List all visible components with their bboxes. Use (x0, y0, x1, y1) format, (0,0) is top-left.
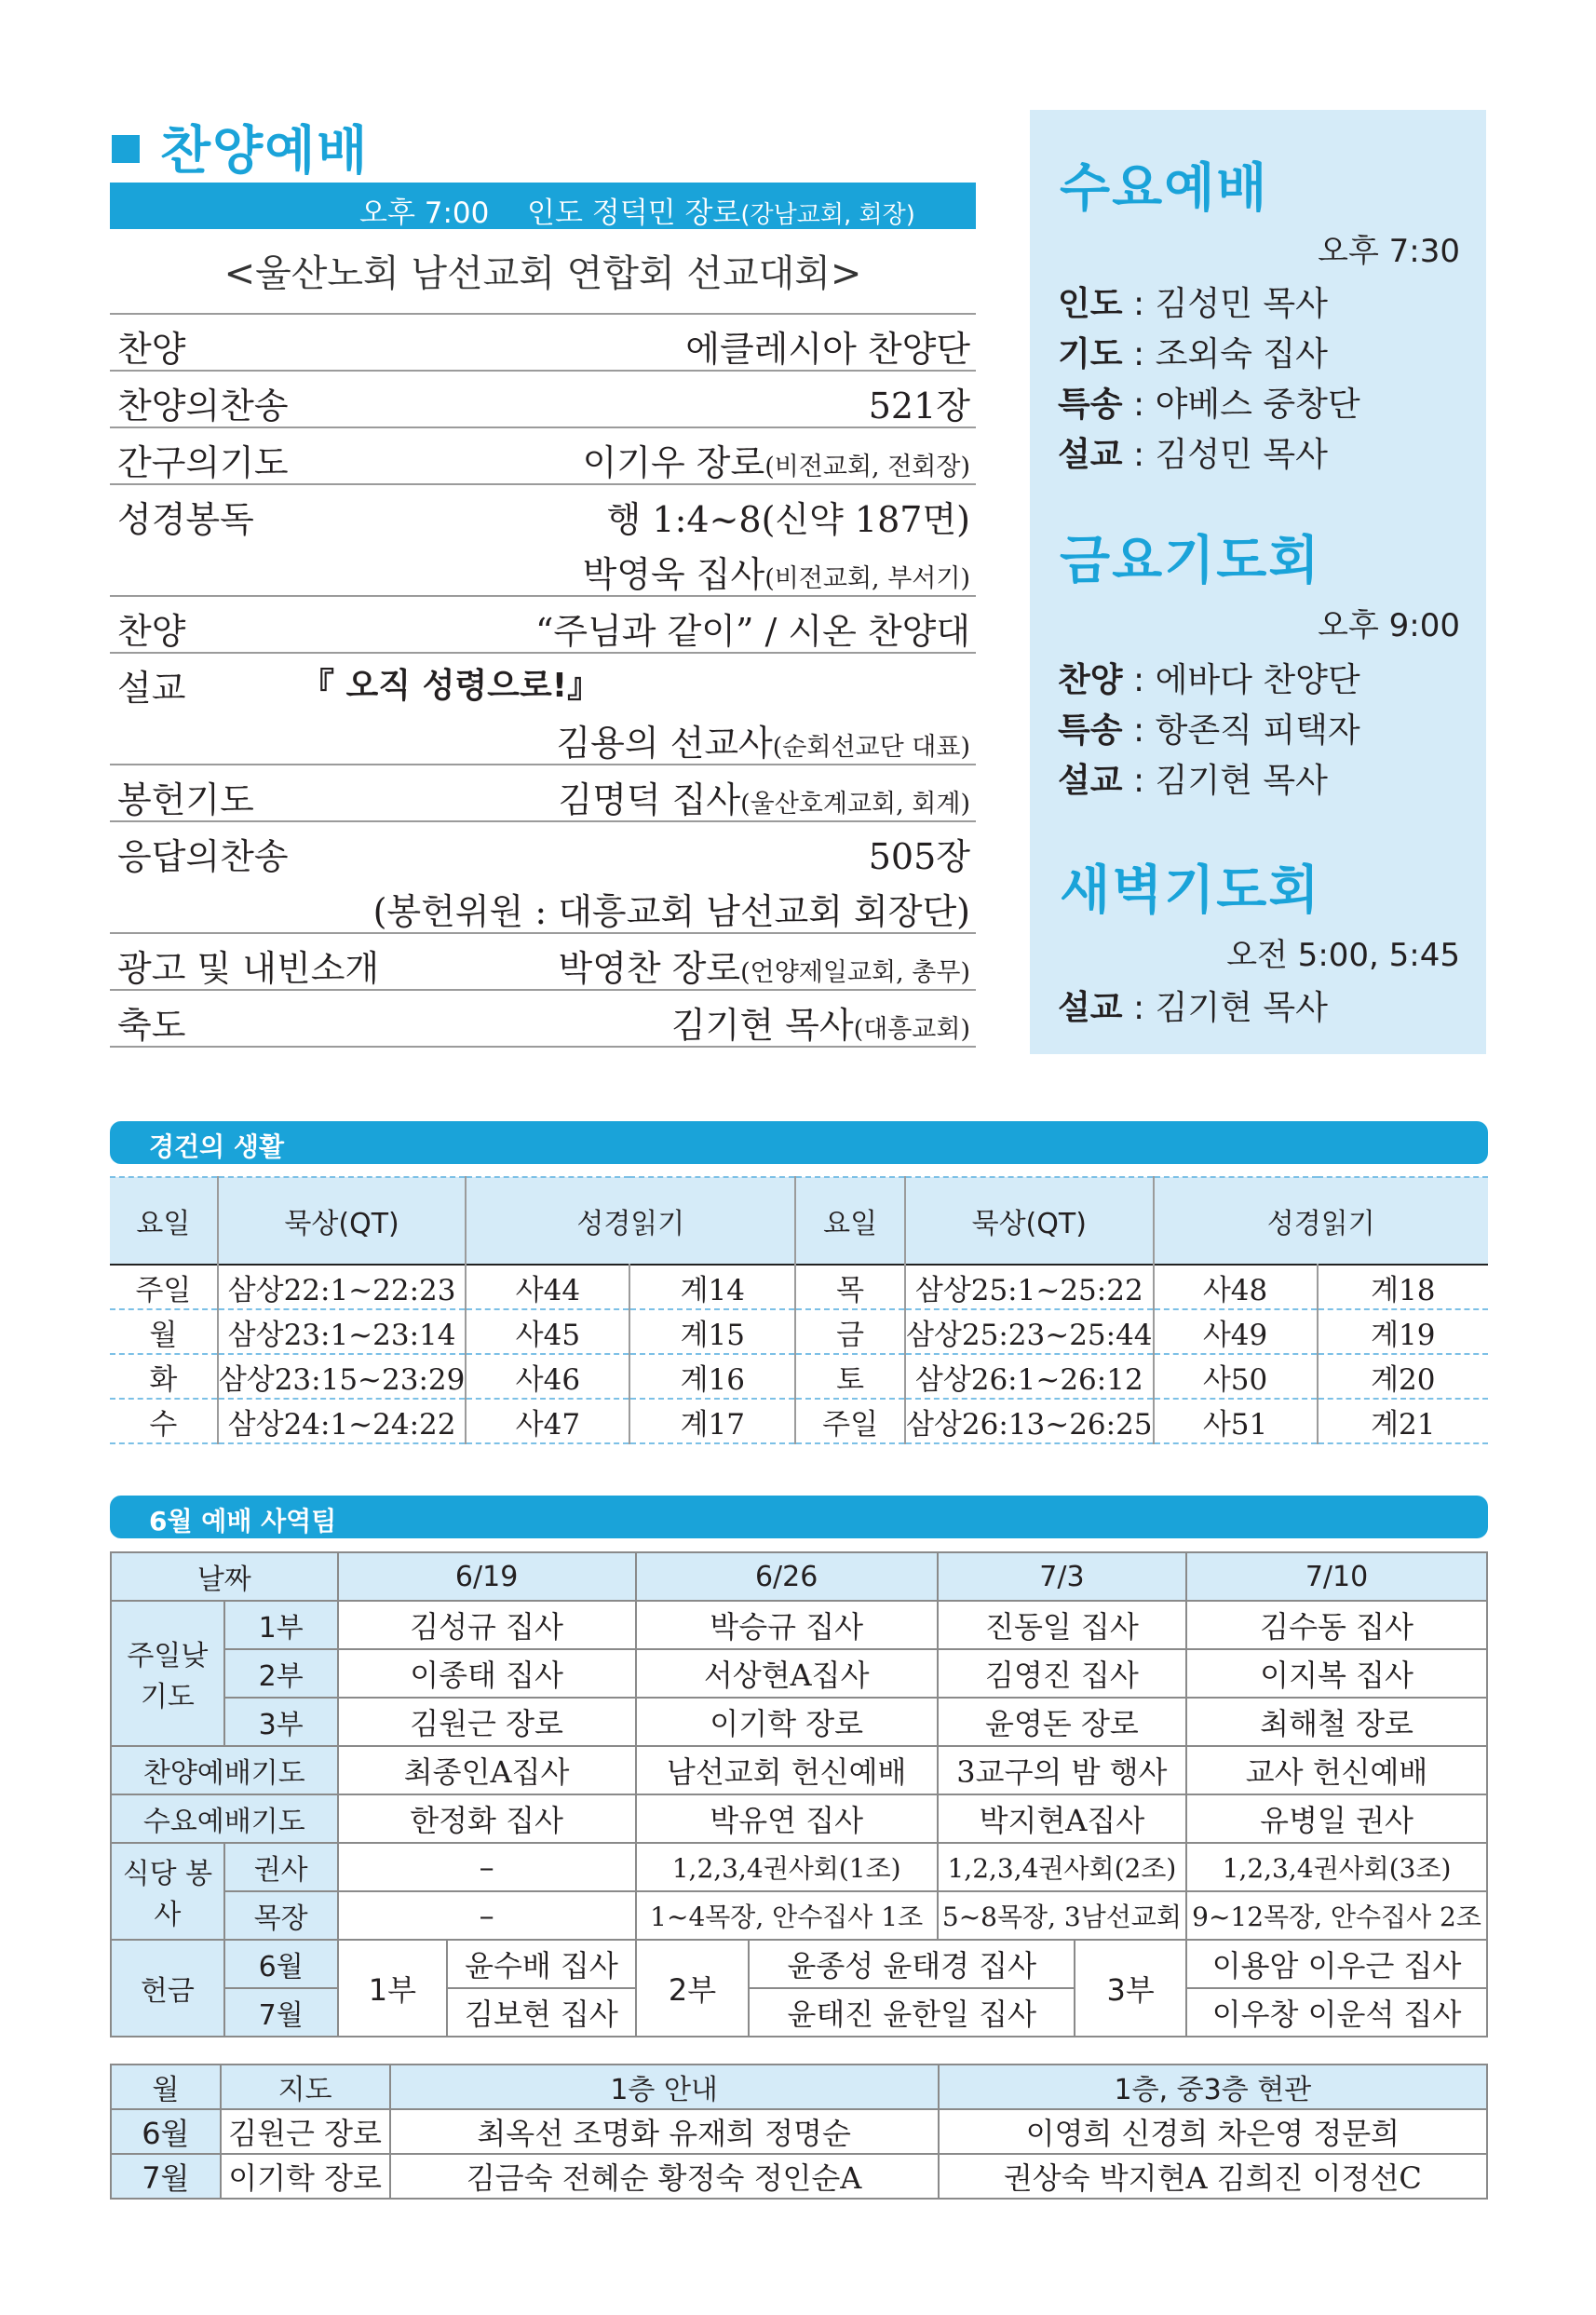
day-cell: 월 (110, 1309, 218, 1354)
name-cell: – (338, 1891, 636, 1940)
table-row (111, 1940, 1487, 1988)
name-cell: 이용암 이우근 집사 (1186, 1940, 1487, 1988)
program-note: (언양제일교회, 총무) (740, 958, 970, 987)
devotion-header-row (110, 1177, 1488, 1265)
duty-header-row (111, 1552, 1487, 1601)
part-cell: 1부 (338, 1940, 448, 2037)
day-cell: 주일 (110, 1265, 218, 1309)
dawn-time: 오전 5:00, 5:45 (1226, 937, 1460, 974)
part-label: 3부 (224, 1698, 338, 1746)
day-cell: 화 (110, 1354, 218, 1399)
reading-cell: 계16 (629, 1354, 795, 1399)
reading-cell: 사45 (466, 1309, 629, 1354)
program-row (110, 428, 976, 485)
name-cell: 박지현A집사 (938, 1794, 1186, 1843)
program-value (685, 320, 970, 372)
table-row (111, 1649, 1487, 1698)
kitchen-label: 식당 봉사 (111, 1843, 224, 1940)
program-label: 봉헌기도 (117, 779, 254, 820)
wednesday-line: 설교 : 김성민 목사 (1058, 436, 1328, 474)
role-label: 인도 (1058, 285, 1123, 323)
program-value: “주님과 같이” / 시온 찬양대 (534, 611, 970, 652)
devotion-header-bar (110, 1121, 1488, 1164)
reading-cell: 계15 (629, 1309, 795, 1354)
part-cell: 3부 (1075, 1940, 1186, 2037)
praise-leader-note: (강남교회, 회장) (740, 201, 915, 229)
praise-title-text: 찬양예배 (160, 121, 370, 182)
role-name: 김기현 목사 (1155, 989, 1328, 1027)
program-row (110, 822, 976, 934)
reading-cell: 계17 (629, 1399, 795, 1443)
reading-cell: 계21 (1318, 1399, 1488, 1443)
program-value (558, 940, 970, 991)
header-qt: 묵상(QT) (218, 1177, 467, 1265)
program-value-second (583, 546, 970, 597)
name-cell: 박승규 집사 (636, 1601, 938, 1649)
program-list (110, 313, 976, 1048)
role-name: 항존직 피택자 (1155, 711, 1360, 750)
program-value (671, 996, 970, 1048)
qt-cell: 삼상22:1~22:23 (218, 1265, 467, 1309)
name-cell: 윤종성 윤태경 집사 (749, 1940, 1075, 1988)
program-value: 행 1:4~8(신약 187면) (606, 499, 970, 540)
guide-table (110, 2064, 1488, 2200)
program-label: 간구의기도 (117, 442, 289, 483)
program-row (110, 597, 976, 654)
role-name: 야베스 중창단 (1155, 386, 1360, 424)
role-label: 특송 (1058, 711, 1123, 750)
praise-info-bar (110, 183, 976, 229)
header-qt: 묵상(QT) (905, 1177, 1154, 1265)
program-label: 응답의찬송 (117, 836, 289, 877)
praise-subtitle: <울산노회 남선교회 연합회 선교대회> (223, 252, 862, 295)
table-row (111, 1794, 1487, 1843)
header-bible: 성경읽기 (466, 1177, 795, 1265)
name-cell: 박유연 집사 (636, 1794, 938, 1843)
table-row (110, 1265, 1488, 1309)
dawn-line: 설교 : 김기현 목사 (1058, 989, 1328, 1027)
floor1-cell: 최옥선 조명화 유재희 정명순 (390, 2109, 939, 2154)
month-label: 7월 (224, 1988, 338, 2037)
program-label: 찬양 (117, 329, 186, 370)
role-label: 찬양 (1058, 661, 1123, 699)
date-cell: 7/10 (1186, 1552, 1487, 1601)
role-label: 특송 (1058, 386, 1123, 424)
friday-line: 특송 : 항존직 피택자 (1058, 711, 1360, 750)
date-cell: 6/26 (636, 1552, 938, 1601)
table-row (111, 1891, 1487, 1940)
table-row (110, 1354, 1488, 1399)
praise-leader (527, 189, 915, 231)
wednesday-title: 수요예배 (1060, 158, 1269, 219)
duty-table (110, 1551, 1488, 2037)
offering-label: 헌금 (111, 1940, 224, 2037)
name-cell: 김수동 집사 (1186, 1601, 1487, 1649)
program-row (110, 991, 976, 1048)
friday-title: 금요기도회 (1060, 531, 1321, 591)
role-name: 조외숙 집사 (1155, 335, 1328, 373)
program-row (110, 934, 976, 991)
qt-cell: 삼상23:1~23:14 (218, 1309, 467, 1354)
header-floor1: 1층 안내 (390, 2065, 939, 2109)
table-row (111, 1698, 1487, 1746)
day-cell: 수 (110, 1399, 218, 1443)
program-label: 성경봉독 (117, 499, 254, 540)
wednesday-line: 인도 : 김성민 목사 (1058, 285, 1328, 323)
program-value (583, 434, 970, 485)
part-label: 1부 (224, 1601, 338, 1649)
friday-line: 찬양 : 에바다 찬양단 (1058, 661, 1360, 699)
name-cell: 김성규 집사 (338, 1601, 636, 1649)
wed-prayer-label: 수요예배기도 (111, 1794, 338, 1843)
program-value-text: 김명덕 집사 (558, 779, 741, 820)
part-label: 2부 (224, 1649, 338, 1698)
wednesday-line: 특송 : 야베스 중창단 (1058, 386, 1360, 424)
entrance-cell: 이영희 신경희 차은영 정문희 (939, 2109, 1487, 2154)
program-row (110, 765, 976, 822)
role-label: 목장 (224, 1891, 338, 1940)
duty-title: 6월 예배 사역팀 (149, 1506, 337, 1537)
name-cell: 김보현 집사 (447, 1988, 635, 2037)
header-day: 요일 (110, 1177, 218, 1265)
program-label: 찬양의찬송 (117, 386, 289, 426)
table-row (111, 1746, 1487, 1794)
reading-cell: 사49 (1154, 1309, 1318, 1354)
name-cell: 1,2,3,4권사회(2조) (938, 1843, 1186, 1891)
program-note: (비전교회, 전회장) (764, 453, 970, 481)
role-label: 기도 (1058, 335, 1123, 373)
lead-cell: 김원근 장로 (221, 2109, 390, 2154)
name-cell: 최해철 장로 (1186, 1698, 1487, 1746)
name-cell: 1~4목장, 안수집사 1조 (636, 1891, 938, 1940)
wednesday-time: 오후 7:30 (1318, 233, 1460, 270)
program-value-text: 이기우 장로 (582, 442, 765, 483)
program-note: (순회선교단 대표) (772, 733, 970, 762)
program-value-second: (봉헌위원 : 대흥교회 남선교회 회장단) (372, 891, 970, 932)
lead-cell: 이기학 장로 (221, 2154, 390, 2199)
program-value: 521장 (868, 386, 970, 426)
day-cell: 목 (795, 1265, 905, 1309)
header-day: 요일 (795, 1177, 905, 1265)
weekly-services-box (1030, 110, 1486, 1054)
role-name: 에바다 찬양단 (1155, 661, 1360, 699)
qt-cell: 삼상26:1~26:12 (905, 1354, 1154, 1399)
role-name: 김성민 목사 (1155, 436, 1328, 474)
qt-cell: 삼상26:13~26:25 (905, 1399, 1154, 1443)
name-cell: 9~12목장, 안수집사 2조 (1186, 1891, 1487, 1940)
program-value (556, 714, 970, 765)
devotion-table (110, 1176, 1488, 1444)
friday-time: 오후 9:00 (1318, 607, 1460, 644)
program-value-text: 박영욱 집사 (582, 554, 765, 595)
name-cell: 1,2,3,4권사회(3조) (1186, 1843, 1487, 1891)
program-label: 찬양 (117, 611, 186, 652)
program-row (110, 313, 976, 372)
program-note: (비전교회, 부서기) (764, 564, 970, 593)
program-note: (대흥교회) (853, 1015, 970, 1044)
name-cell: 5~8목장, 3남선교회 (938, 1891, 1186, 1940)
role-name: 김기현 목사 (1155, 762, 1328, 800)
qt-cell: 삼상25:1~25:22 (905, 1265, 1154, 1309)
name-cell: – (338, 1843, 636, 1891)
name-cell: 교사 헌신예배 (1186, 1746, 1487, 1794)
reading-cell: 계18 (1318, 1265, 1488, 1309)
name-cell: 남선교회 헌신예배 (636, 1746, 938, 1794)
guide-header-row (111, 2065, 1487, 2109)
name-cell: 3교구의 밤 행사 (938, 1746, 1186, 1794)
praise-prayer-label: 찬양예배기도 (111, 1746, 338, 1794)
header-lead: 지도 (221, 2065, 390, 2109)
reading-cell: 계14 (629, 1265, 795, 1309)
header-entrance: 1층, 중3층 현관 (939, 2065, 1487, 2109)
program-note: (울산호계교회, 회계) (740, 790, 970, 819)
program-label: 광고 및 내빈소개 (117, 948, 380, 989)
dawn-title: 새벽기도회 (1060, 860, 1321, 921)
day-cell: 주일 (795, 1399, 905, 1443)
reading-cell: 사51 (1154, 1399, 1318, 1443)
reading-cell: 사48 (1154, 1265, 1318, 1309)
entrance-cell: 권상숙 박지현A 김희진 이정선C (939, 2154, 1487, 2199)
name-cell: 서상현A집사 (636, 1649, 938, 1698)
name-cell: 이우창 이운석 집사 (1186, 1988, 1487, 2037)
program-label: 축도 (117, 1005, 186, 1046)
name-cell: 이기학 장로 (636, 1698, 938, 1746)
name-cell: 김원근 장로 (338, 1698, 636, 1746)
table-row (110, 1399, 1488, 1443)
day-cell: 금 (795, 1309, 905, 1354)
program-value (558, 771, 970, 822)
program-row (110, 372, 976, 428)
date-label: 날짜 (111, 1552, 338, 1601)
reading-cell: 사44 (466, 1265, 629, 1309)
name-cell: 한정화 집사 (338, 1794, 636, 1843)
program-value-text: 김용의 선교사 (556, 723, 773, 764)
role-label: 설교 (1058, 989, 1123, 1027)
sunday-prayer-label: 주일낮 기도 (111, 1601, 224, 1746)
date-cell: 7/3 (938, 1552, 1186, 1601)
program-value-text: 김기현 목사 (670, 1005, 854, 1046)
name-cell: 유병일 권사 (1186, 1794, 1487, 1843)
month-cell: 7월 (111, 2154, 221, 2199)
friday-line: 설교 : 김기현 목사 (1058, 762, 1328, 800)
praise-service-title (112, 110, 369, 184)
day-cell: 토 (795, 1354, 905, 1399)
program-value-text: 박영찬 장로 (558, 948, 741, 989)
program-label: 설교 (117, 668, 186, 709)
name-cell: 최종인A집사 (338, 1746, 636, 1794)
reading-cell: 계20 (1318, 1354, 1488, 1399)
table-row (111, 2154, 1487, 2199)
name-cell: 진동일 집사 (938, 1601, 1186, 1649)
header-month: 월 (111, 2065, 221, 2109)
devotion-title: 경건의 생활 (149, 1131, 284, 1162)
table-row (110, 1309, 1488, 1354)
qt-cell: 삼상23:15~23:29 (218, 1354, 467, 1399)
square-bullet-icon (112, 135, 140, 163)
role-label: 설교 (1058, 436, 1123, 474)
name-cell: 이지복 집사 (1186, 1649, 1487, 1698)
program-value-text: 에클레시아 찬양단 (685, 329, 970, 370)
duty-header-bar (110, 1496, 1488, 1538)
reading-cell: 계19 (1318, 1309, 1488, 1354)
program-value: 505장 (868, 836, 970, 877)
name-cell: 김영진 집사 (938, 1649, 1186, 1698)
praise-leader-name: 인도 정덕민 장로 (527, 196, 741, 230)
name-cell: 윤수배 집사 (447, 1940, 635, 1988)
table-row (111, 1843, 1487, 1891)
table-row (111, 1988, 1487, 2037)
reading-cell: 사47 (466, 1399, 629, 1443)
part-cell: 2부 (636, 1940, 750, 2037)
header-bible: 성경읽기 (1154, 1177, 1488, 1265)
program-row (110, 485, 976, 597)
month-label: 6월 (224, 1940, 338, 1988)
reading-cell: 사46 (466, 1354, 629, 1399)
date-cell: 6/19 (338, 1552, 636, 1601)
qt-cell: 삼상24:1~24:22 (218, 1399, 467, 1443)
role-label: 설교 (1058, 762, 1123, 800)
role-label: 권사 (224, 1843, 338, 1891)
floor1-cell: 김금숙 전혜순 황정숙 정인순A (390, 2154, 939, 2199)
reading-cell: 사50 (1154, 1354, 1318, 1399)
name-cell: 윤영돈 장로 (938, 1698, 1186, 1746)
table-row (111, 1601, 1487, 1649)
praise-time: 오후 7:00 (359, 196, 490, 230)
program-row (110, 654, 976, 765)
wednesday-line: 기도 : 조외숙 집사 (1058, 335, 1328, 373)
table-row (111, 2109, 1487, 2154)
sermon-title: 『 오직 성령으로!』 (301, 667, 602, 705)
name-cell: 윤태진 윤한일 집사 (749, 1988, 1075, 2037)
name-cell: 이종태 집사 (338, 1649, 636, 1698)
month-cell: 6월 (111, 2109, 221, 2154)
qt-cell: 삼상25:23~25:44 (905, 1309, 1154, 1354)
name-cell: 1,2,3,4권사회(1조) (636, 1843, 938, 1891)
role-name: 김성민 목사 (1155, 285, 1328, 323)
